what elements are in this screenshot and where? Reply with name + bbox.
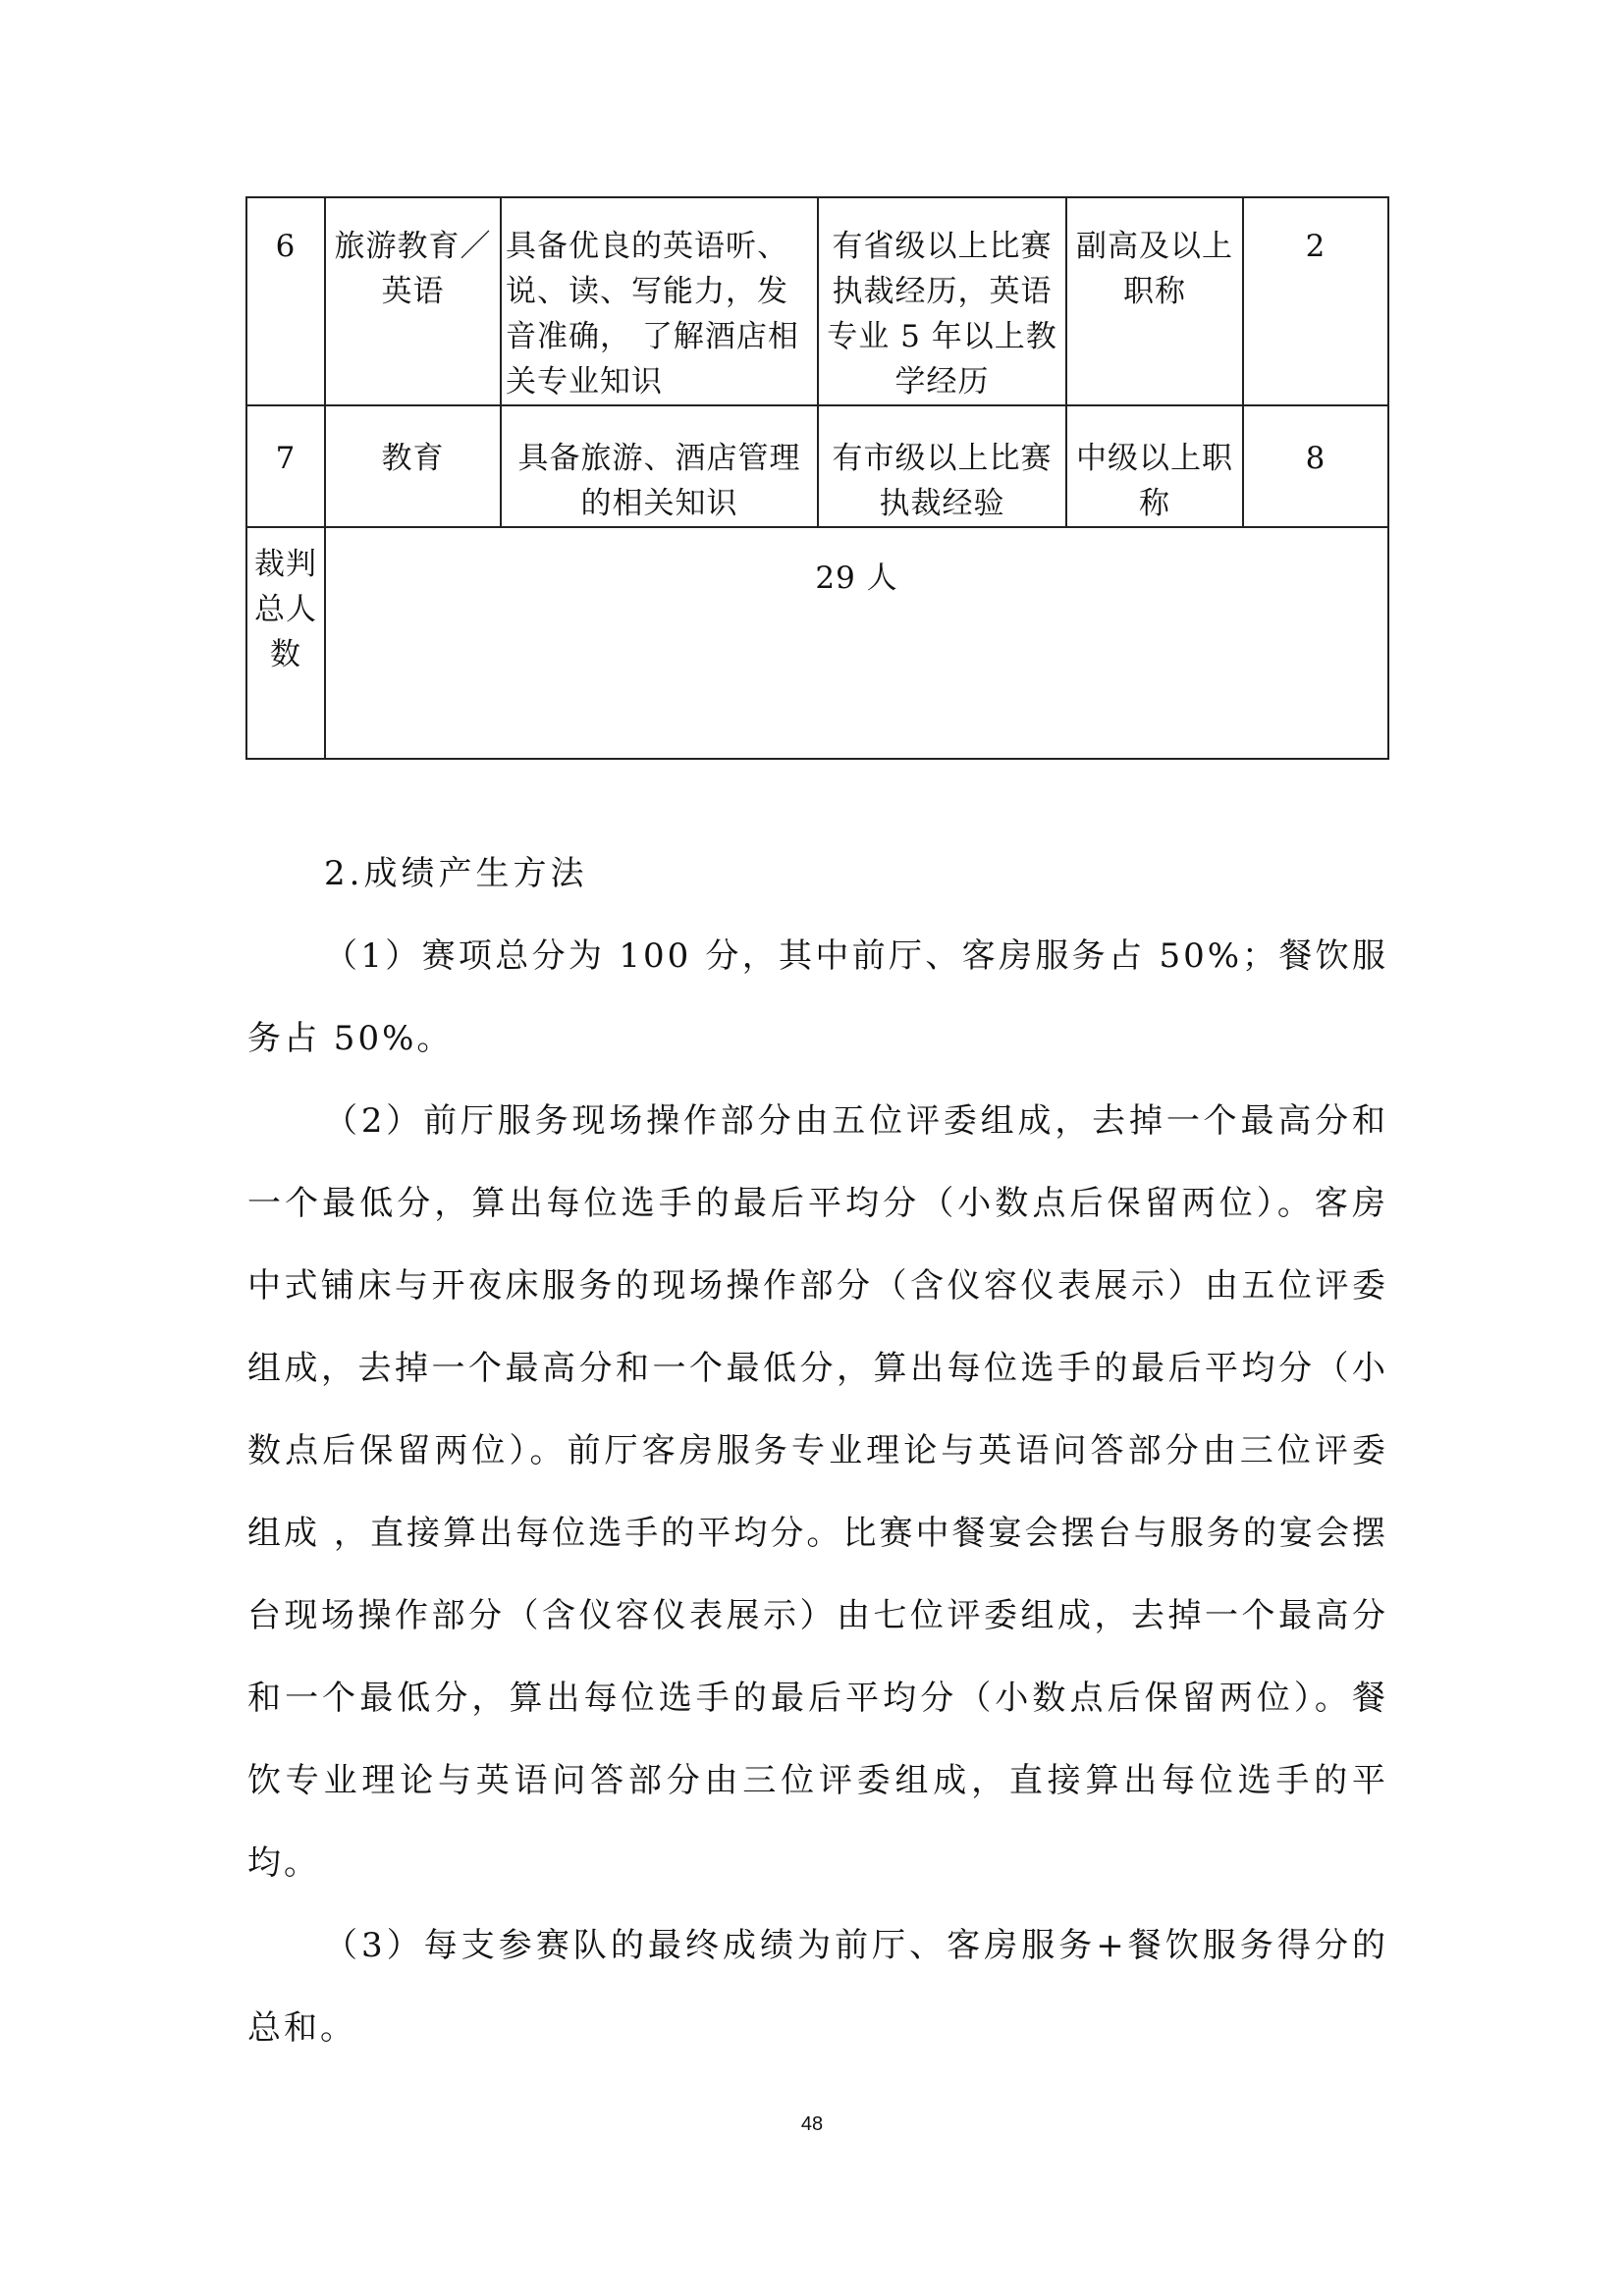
total-value: 29 人 xyxy=(325,527,1388,759)
paragraph-1: （1）赛项总分为 100 分，其中前厅、客房服务占 50%；餐饮服务占 50%。 xyxy=(247,936,1388,1058)
ability-cell: 具备旅游、酒店管理的相关知识 xyxy=(501,405,818,527)
total-label: 裁判总人数 xyxy=(246,527,325,759)
table-row xyxy=(246,405,1388,527)
section-body xyxy=(247,915,1388,2069)
title-cell: 中级以上职称 xyxy=(1066,405,1243,527)
title-cell: 副高及以上职称 xyxy=(1066,197,1243,405)
experience-cell: 有市级以上比赛执裁经验 xyxy=(818,405,1066,527)
count-cell: 2 xyxy=(1243,197,1388,405)
count-cell: 8 xyxy=(1243,405,1388,527)
row-number: 7 xyxy=(246,405,325,527)
field-cell: 教育 xyxy=(325,405,501,527)
experience-cell: 有省级以上比赛执裁经历，英语专业 5 年以上教学经历 xyxy=(818,197,1066,405)
page-number: 48 xyxy=(800,2113,824,2135)
paragraph-3: （3）每支参赛队的最终成绩为前厅、客房服务+餐饮服务得分的总和。 xyxy=(247,1926,1388,2048)
ability-cell: 具备优良的英语听、说、读、写能力，发音准确， 了解酒店相关专业知识 xyxy=(501,197,818,405)
table-total-row xyxy=(246,527,1388,759)
section-heading: 2.成绩产生方法 xyxy=(324,854,588,893)
field-cell: 旅游教育／英语 xyxy=(325,197,501,405)
row-number: 6 xyxy=(246,197,325,405)
paragraph-2: （2）前厅服务现场操作部分由五位评委组成，去掉一个最高分和一个最低分，算出每位选手的最后平均分（小数点后保留两位）。客房中式铺床与开夜床服务的现场操作部分（含仪容仪表展示）由五位评委组成，去掉一个最高分和一个最低分，算出每位选手的最后平均分（小数点后保留两位）。前厅客房服务专业理论与英语问答部分由三位评委组成 ，直接算出每位选手的平均分。比赛中餐宴会摆台与服务的宴会摆台现场操作部分（含仪容仪表展示）由七位评委组成，去掉一个最高分和一个最低分，算出每位选手的最后平均分（小数点后保留两位）。餐饮专业理论与英语问答部分由三位评委组成，直接算出每位选手的平均。 xyxy=(247,1101,1388,1883)
judges-table xyxy=(245,196,1389,760)
table-row xyxy=(246,197,1388,405)
